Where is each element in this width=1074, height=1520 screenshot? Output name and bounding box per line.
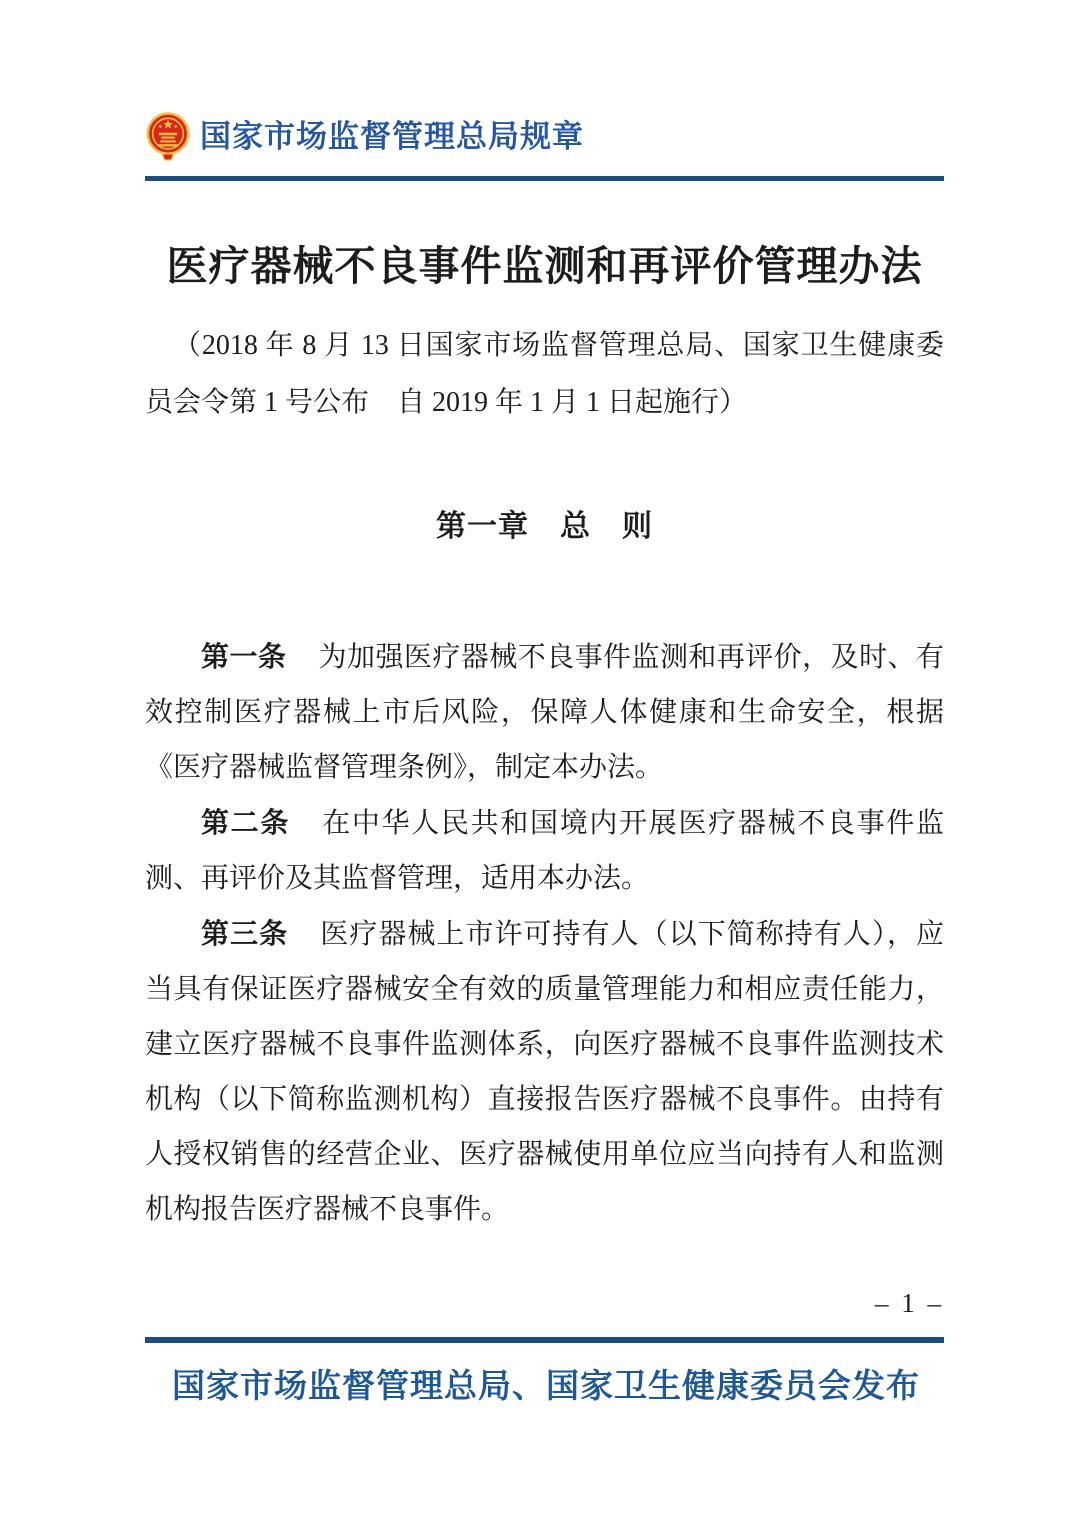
article-text: 为加强医疗器械不良事件监测和再评价，及时、有效控制医疗器械上市后风险，保障人体健康和生命安全，根据《医疗器械监督管理条例》，制定本办法。 — [145, 642, 944, 783]
article-paragraph-3 — [145, 906, 944, 1237]
article-text: 在中华人民共和国境内开展医疗器械不良事件监测、再评价及其监督管理，适用本办法。 — [145, 808, 944, 894]
header-agency-label: 国家市场监督管理总局规章 — [200, 119, 584, 154]
article-paragraph-2 — [145, 795, 944, 906]
article-text: 医疗器械上市许可持有人（以下简称持有人），应当具有保证医疗器械安全有效的质量管理能力和相应责任能力，建立医疗器械不良事件监测体系，向医疗器械不良事件监测技术机构（以下简称监测机构）直接报告医疗器械不良事件。由持有人授权销售的经营企业、医疗器械使用单位应当向持有人和监测机构报告医疗器械不良事件。 — [145, 919, 944, 1225]
national-emblem-icon — [145, 111, 191, 163]
article-number: 第二条 — [201, 807, 291, 838]
footer-publisher-label: 国家市场监督管理总局、国家卫生健康委员会发布 — [172, 1369, 920, 1405]
page-number: – 1 – — [875, 1288, 944, 1318]
document-body — [145, 629, 944, 1237]
document-title: 医疗器械不良事件监测和再评价管理办法 — [166, 243, 923, 289]
article-paragraph-1 — [145, 629, 944, 795]
chapter-heading: 第一章 总 则 — [436, 510, 653, 543]
promulgation-note: （2018 年 8 月 13 日国家市场监督管理总局、国家卫生健康委员会令第 1 号公布 自 2019 年 1 月 1 日起施行） — [145, 330, 944, 418]
article-number: 第一条 — [201, 641, 287, 672]
header-divider — [145, 176, 944, 181]
footer-divider — [145, 1337, 944, 1343]
page-header — [145, 0, 944, 164]
article-number: 第三条 — [201, 918, 289, 949]
